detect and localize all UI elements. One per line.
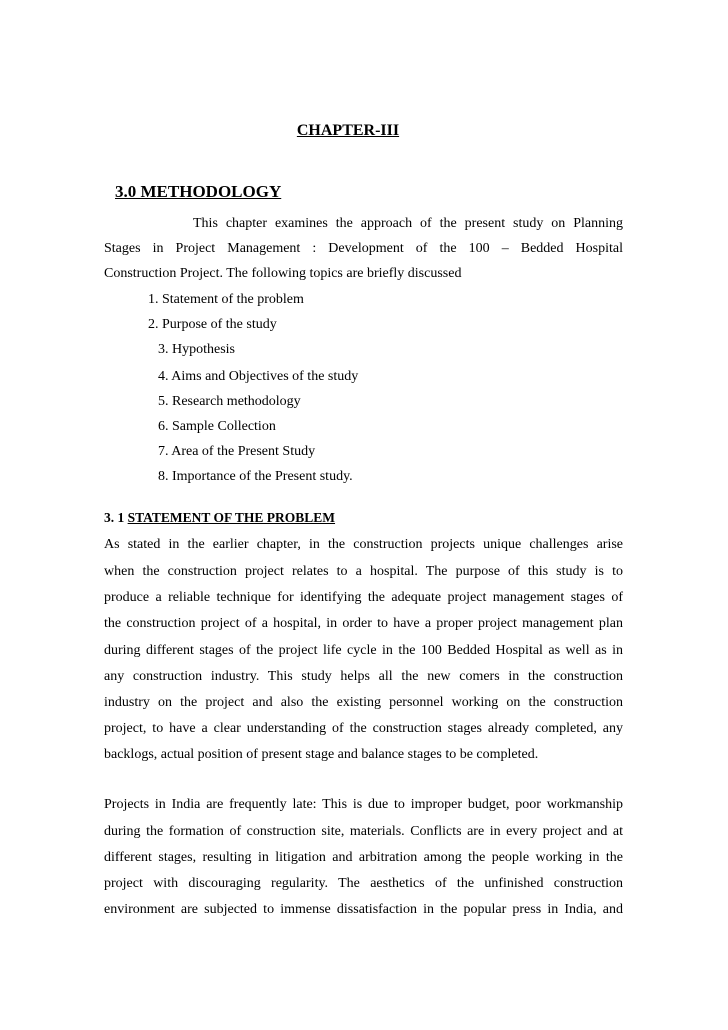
- topic-list-item: 4. Aims and Objectives of the study: [158, 369, 359, 384]
- topic-list-item: 6. Sample Collection: [158, 419, 276, 434]
- intro-line: Construction Project. The following topics are briefly discussed: [104, 266, 462, 281]
- chapter-title: CHAPTER-III: [296, 122, 400, 139]
- topic-list-item: 2. Purpose of the study: [148, 317, 277, 332]
- intro-line: This chapter examines the approach of the present study on Planning: [193, 216, 623, 231]
- paragraph-line: different stages, resulting in litigation and arbitration among the people working in the: [104, 850, 623, 865]
- paragraph-line: when the construction project relates to a hospital. The purpose of this study is to: [104, 564, 623, 579]
- subsection-title: STATEMENT OF THE PROBLEM: [127, 510, 336, 525]
- topic-list-item: 7. Area of the Present Study: [158, 444, 316, 459]
- intro-line: Stages in Project Management : Development of the 100 – Bedded Hospital: [104, 241, 623, 256]
- topic-list-item: 3. Hypothesis: [158, 342, 235, 357]
- paragraph-line: during different stages of the project life cycle in the 100 Bedded Hospital as well as in: [104, 643, 623, 658]
- paragraph-line: Projects in India are frequently late: This is due to improper budget, poor workmanship: [104, 797, 623, 812]
- paragraph-line: any construction industry. This study helps all the new comers in the construction: [104, 669, 623, 684]
- topic-list-item: 1. Statement of the problem: [148, 292, 304, 307]
- paragraph-line: the construction project of a hospital, in order to have a proper project management plan: [104, 616, 623, 631]
- subsection-heading: [104, 510, 335, 526]
- paragraph-line: backlogs, actual position of present stage and balance stages to be completed.: [104, 747, 539, 762]
- paragraph-line: project, to have a clear understanding of the construction stages already completed, any: [104, 721, 623, 736]
- paragraph-line: during the formation of construction site, materials. Conflicts are in every project and at: [104, 824, 623, 839]
- topic-list-item: 8. Importance of the Present study.: [158, 469, 353, 484]
- topic-list-item: 5. Research methodology: [158, 394, 301, 409]
- paragraph-line: As stated in the earlier chapter, in the construction projects unique challenges arise: [104, 537, 623, 552]
- paragraph-line: produce a reliable technique for identifying the adequate project management stages of: [104, 590, 623, 605]
- paragraph-line: project with discouraging regularity. The aesthetics of the unfinished construction: [104, 876, 623, 891]
- paragraph-line: environment are subjected to immense dissatisfaction in the popular press in India, and: [104, 902, 623, 917]
- paragraph-line: industry on the project and also the existing personnel working on the construction: [104, 695, 623, 710]
- section-heading: 3.0 METHODOLOGY: [115, 182, 282, 201]
- subsection-number: 3. 1: [104, 510, 128, 525]
